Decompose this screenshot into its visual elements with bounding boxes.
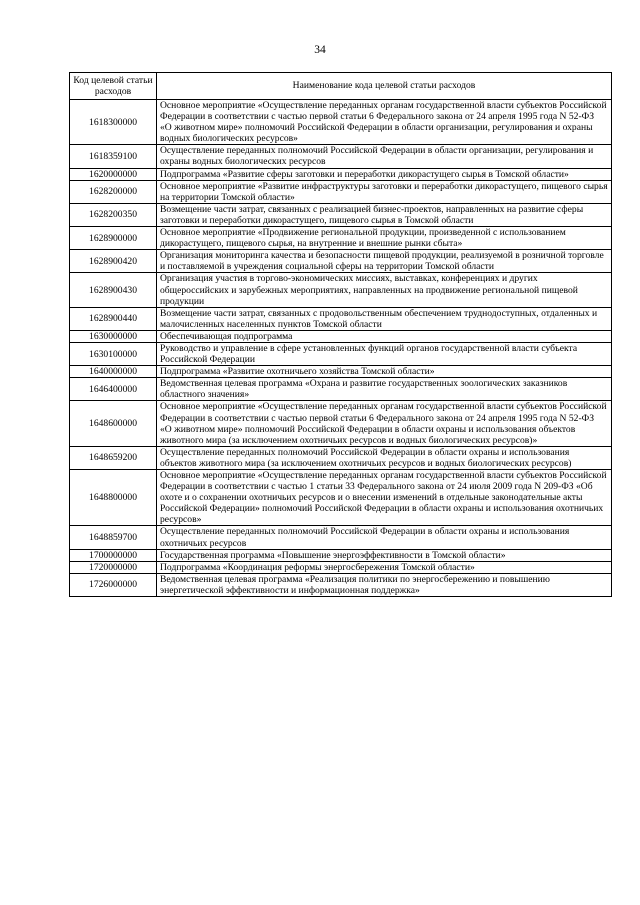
header-code: Код целевой статьи расходов bbox=[70, 73, 157, 100]
row-code: 1700000000 bbox=[70, 549, 157, 561]
row-name: Подпрограмма «Развитие охотничьего хозяйства Томской области» bbox=[157, 366, 612, 378]
table-row bbox=[70, 250, 612, 273]
row-name: Ведомственная целевая программа «Реализация политики по энергосбережению и повышению энергетической эффективности и информационная поддержка» bbox=[157, 573, 612, 596]
table-row bbox=[70, 168, 612, 180]
budget-codes-table bbox=[69, 72, 612, 597]
row-code: 1620000000 bbox=[70, 168, 157, 180]
table-header-row bbox=[70, 73, 612, 100]
table-row bbox=[70, 180, 612, 203]
row-name: Возмещение части затрат, связанных с продовольственным обеспечением труднодоступных, отдаленных и малочисленных населенных пунктов Томской области bbox=[157, 307, 612, 330]
row-code: 1628200350 bbox=[70, 203, 157, 226]
row-code: 1628900440 bbox=[70, 307, 157, 330]
row-code: 1618359100 bbox=[70, 145, 157, 168]
table-row bbox=[70, 378, 612, 401]
table-row bbox=[70, 273, 612, 307]
page-number: 34 bbox=[314, 44, 326, 56]
row-code: 1648859700 bbox=[70, 526, 157, 549]
table-row bbox=[70, 526, 612, 549]
row-code: 1726000000 bbox=[70, 573, 157, 596]
row-code: 1628200000 bbox=[70, 180, 157, 203]
row-code: 1648600000 bbox=[70, 401, 157, 446]
table-row bbox=[70, 446, 612, 469]
table-row bbox=[70, 145, 612, 168]
row-code: 1618300000 bbox=[70, 100, 157, 145]
row-name: Осуществление переданных полномочий Российской Федерации в области охраны и использования охотничьих ресурсов bbox=[157, 526, 612, 549]
row-code: 1640000000 bbox=[70, 366, 157, 378]
row-name: Организация участия в торгово-экономических миссиях, выставках, конференциях и других общероссийских и зарубежных мероприятиях, направленных на продвижение региональной пищевой продукции bbox=[157, 273, 612, 307]
row-code: 1720000000 bbox=[70, 561, 157, 573]
table-row bbox=[70, 573, 612, 596]
row-name: Основное мероприятие «Осуществление переданных органам государственной власти субъектов Российской Федерации в соответствии с частью первой статьи 6 Федерального закона от 24 апреля 1995 года N 52-ФЗ «О животном мире» полномочий Российской Федерации в области охраны и использования объектов животного мира (за исключением охотничьих ресурсов и водных биологических ресурсов)» bbox=[157, 401, 612, 446]
row-name: Подпрограмма «Координация реформы энергосбережения Томской области» bbox=[157, 561, 612, 573]
table-row bbox=[70, 227, 612, 250]
table-row bbox=[70, 549, 612, 561]
row-name: Ведомственная целевая программа «Охрана и развитие государственных зоологических заказников областного значения» bbox=[157, 378, 612, 401]
row-name: Основное мероприятие «Осуществление переданных органам государственной власти субъектов Российской Федерации в соответствии с частью первой статьи 6 Федерального закона от 24 апреля 1995 года N 52-ФЗ «О животном мире» полномочий Российской Федерации в области организации, регулирования и охраны водных биологических ресурсов» bbox=[157, 100, 612, 145]
table-row bbox=[70, 366, 612, 378]
row-name: Основное мероприятие «Развитие инфраструктуры заготовки и переработки дикорастущего, пищевого сырья на территории Томской области» bbox=[157, 180, 612, 203]
table-row bbox=[70, 342, 612, 365]
row-name: Основное мероприятие «Осуществление переданных органам государственной власти субъектов Российской Федерации в соответствии с частью 1 статьи 33 Федерального закона от 24 июля 2009 года N 209-ФЗ «Об охоте и о сохранении охотничьих ресурсов и о внесении изменений в отдельные законодательные акты Российской Федерации» полномочий Российской Федерации в области охраны и использования охотничьих ресурсов» bbox=[157, 470, 612, 526]
table-row bbox=[70, 307, 612, 330]
table-row bbox=[70, 100, 612, 145]
row-name: Подпрограмма «Развитие сферы заготовки и переработки дикорастущего сырья в Томской области» bbox=[157, 168, 612, 180]
row-code: 1630000000 bbox=[70, 330, 157, 342]
table-row bbox=[70, 561, 612, 573]
row-code: 1648800000 bbox=[70, 470, 157, 526]
header-name: Наименование кода целевой статьи расходов bbox=[157, 73, 612, 100]
row-code: 1628900000 bbox=[70, 227, 157, 250]
row-name: Осуществление переданных полномочий Российской Федерации в области охраны и использования объектов животного мира (за исключением охотничьих ресурсов и водных биологических ресурсов) bbox=[157, 446, 612, 469]
row-code: 1648659200 bbox=[70, 446, 157, 469]
row-name: Руководство и управление в сфере установленных функций органов государственной власти субъекта Российской Федерации bbox=[157, 342, 612, 365]
row-code: 1646400000 bbox=[70, 378, 157, 401]
row-name: Основное мероприятие «Продвижение региональной продукции, произведенной с использованием дикорастущего, пищевого сырья, на внутренние и внешние рынки сбыта» bbox=[157, 227, 612, 250]
row-code: 1628900420 bbox=[70, 250, 157, 273]
row-name: Осуществление переданных полномочий Российской Федерации в области организации, регулирования и охраны водных биологических ресурсов bbox=[157, 145, 612, 168]
row-name: Возмещение части затрат, связанных с реализацией бизнес-проектов, направленных на развитие сферы заготовки и переработки дикорастущего, пищевого сырья в Томской области bbox=[157, 203, 612, 226]
row-code: 1628900430 bbox=[70, 273, 157, 307]
row-code: 1630100000 bbox=[70, 342, 157, 365]
table-row bbox=[70, 330, 612, 342]
table-row bbox=[70, 470, 612, 526]
table-row bbox=[70, 203, 612, 226]
row-name: Государственная программа «Повышение энергоэффективности в Томской области» bbox=[157, 549, 612, 561]
row-name: Организация мониторинга качества и безопасности пищевой продукции, реализуемой в розничной торговле и поставляемой в учреждения социальной сферы на территории Томской области bbox=[157, 250, 612, 273]
table-row bbox=[70, 401, 612, 446]
row-name: Обеспечивающая подпрограмма bbox=[157, 330, 612, 342]
